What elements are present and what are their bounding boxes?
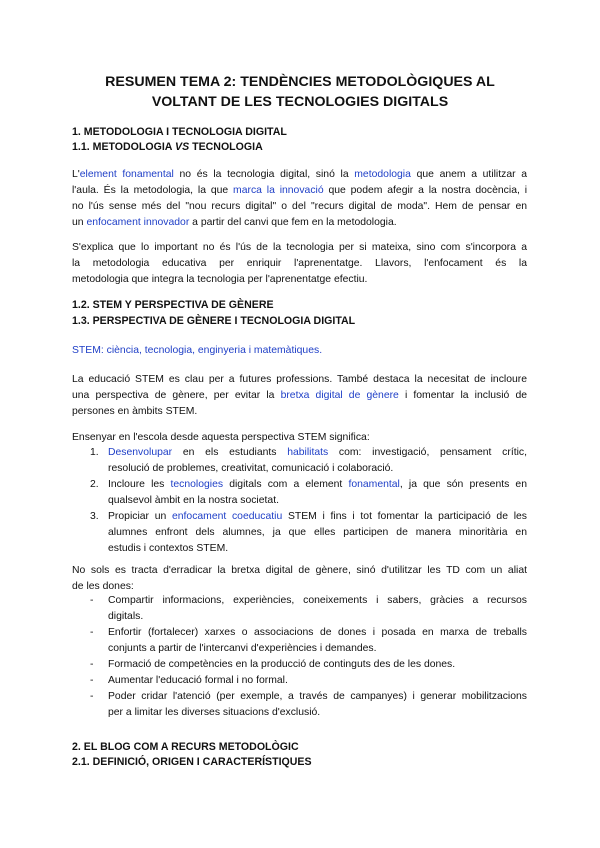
section-1-3-paragraph-2 [72,563,527,595]
list-line: conjunts a partir de l'intercanvi d'experiències i demandes. [108,643,377,654]
list-line: Enfortir (fortalecer) xarxes o associacions de dones i posada en marxa de treballs [108,627,527,638]
highlight-habilitats: habilitats [287,447,329,458]
section-1-1-heading-vs: VS [175,141,190,153]
section-1-heading: 1. METODOLOGIA I TECNOLOGIA DIGITAL [72,126,287,138]
list-line [108,445,527,461]
text-span: , ja que són presents en [399,479,527,490]
list-item [90,657,527,673]
list-line: Compartir informacions, experiències, coneixements i sabers, gràcies a recursos [108,595,527,606]
paragraph-line [72,215,527,231]
list-item [90,673,527,689]
document-title [60,72,540,112]
highlight-tecnologies: tecnologies [170,479,224,490]
text-span: un [72,217,87,228]
highlight-enfocament-coeducatiu: enfocament coeducatiu [171,511,283,522]
stem-intro: Ensenyar en l'escola desde aquesta perspectiva STEM significa: [72,432,370,443]
paragraph-line [72,183,527,199]
section-1-3-paragraph-1 [72,372,527,420]
list-dash: - [90,659,94,670]
text-span: L' [72,169,80,180]
text-span: que anem a utilitzar a [410,169,528,180]
list-dash: - [90,691,94,702]
section-1-2-heading: 1.2. STEM Y PERSPECTIVA DE GÈNERE [72,299,274,311]
list-number: 1. [90,447,99,458]
highlight-enfocament-innovador: enfocament innovador [86,217,190,228]
text-span: i fomentar la inclusió de [398,390,528,401]
paragraph-line: No sols es tracta d'erradicar la bretxa digital de gènere, sinó d'utilitzar les TD com un aliat [72,565,527,576]
paragraph-line: persones en àmbits STEM. [72,406,198,417]
paragraph-line [72,167,527,183]
list-item [90,509,527,557]
list-line: qualsevol àmbit en la nostra societat. [108,495,279,506]
text-span: digitals com a element [223,479,349,490]
paragraph-line: S'explica que lo important no és l'ús de la tecnologia per si mateixa, sino com s'incorpora a [72,242,527,253]
section-2-heading: 2. EL BLOG COM A RECURS METODOLÒGIC [72,741,299,753]
list-line [108,477,527,493]
title-line-2: VOLTANT DE LES TECNOLOGIES DIGITALS [151,94,449,110]
highlight-metodologia: metodologia [354,169,411,180]
stem-definition: STEM: ciència, tecnologia, enginyeria i matemàtiques. [72,345,323,356]
title-line-1: RESUMEN TEMA 2: TENDÈNCIES METODOLÒGIQUES AL [105,74,495,90]
highlight-marca-innovacio: marca la innovació [233,185,324,196]
list-item [90,593,527,625]
section-1-1-heading-a: 1.1. METODOLOGIA [72,141,176,153]
list-item [90,477,527,509]
text-span: a partir del canvi que fem en la metodologia. [189,217,397,228]
list-line: resolució de problemes, creativitat, comunicació i colaboració. [108,463,394,474]
list-line [108,509,527,525]
highlight-desenvolupar: Desenvolupar [108,447,173,458]
text-span: l'aula. És la metodologia, la que [72,185,234,196]
highlight-bretxa-digital: bretxa digital de gènere [280,390,399,401]
list-line: Formació de competències en la producció de continguts des de les dones. [108,659,456,670]
section-1-paragraph-1 [72,167,527,231]
highlight-element-fonamental: element fonamental [79,169,174,180]
list-item [90,625,527,657]
text-span: que podem afegir a la nostra docència, i [323,185,528,196]
list-dash: - [90,595,94,606]
list-dash: - [90,627,94,638]
list-dash: - [90,675,94,686]
dones-bullet-list [90,593,527,721]
section-1-paragraph-2 [72,240,527,288]
text-span: STEM i fins i tot fomentar la participació de les [282,511,527,522]
paragraph-line: no l'ús sense més del "nou recurs digital" o del "recurs digital de moda". Hem de pensar en [72,201,527,212]
text-span: en els estudiants [172,447,288,458]
list-number: 3. [90,511,99,522]
list-item [90,689,527,721]
section-1-1-heading [72,139,263,155]
text-span: Propiciar un [108,511,172,522]
stem-ordered-list [90,445,527,557]
paragraph-line: la metodologia educativa per enriquir l'aprenentatge. Llavors, l'enfocament és la [72,258,527,269]
highlight-fonamental: fonamental [348,479,400,490]
list-line: digitals. [108,611,144,622]
text-span: no és la tecnologia digital, sinó la [173,169,355,180]
paragraph-line: de les dones: [72,581,134,592]
paragraph-line: La educació STEM es clau per a futures professions. També destaca la necesitat de incloure [72,374,527,385]
paragraph-line [72,388,527,404]
section-2-1-heading: 2.1. DEFINICIÓ, ORIGEN I CARACTERÍSTIQUES [72,756,312,768]
list-line: alumnes enfront dels alumnes, ja que elles participen de manera minoritària en [108,527,527,538]
section-1-1-heading-b: TECNOLOGIA [189,141,263,153]
section-1-3-heading: 1.3. PERSPECTIVA DE GÈNERE I TECNOLOGIA DIGITAL [72,315,356,327]
list-line: estudis i contextos STEM. [108,543,229,554]
paragraph-line: metodologia que integra la tecnologia per l'aprenentatge efectiu. [72,274,368,285]
text-span: com: investigació, pensament crític, [328,447,527,458]
text-span: Incloure les [108,479,171,490]
list-line: Aumentar l'educació formal i no formal. [108,675,288,686]
list-line: Poder cridar l'atenció (per exemple, a través de campanyes) i generar mobilitzacions [108,691,527,702]
text-span: una perspectiva de gènere, per evitar la [72,390,281,401]
list-line: per a limitar les diverses situacions d'exclusió. [108,707,321,718]
list-number: 2. [90,479,99,490]
list-item [90,445,527,477]
